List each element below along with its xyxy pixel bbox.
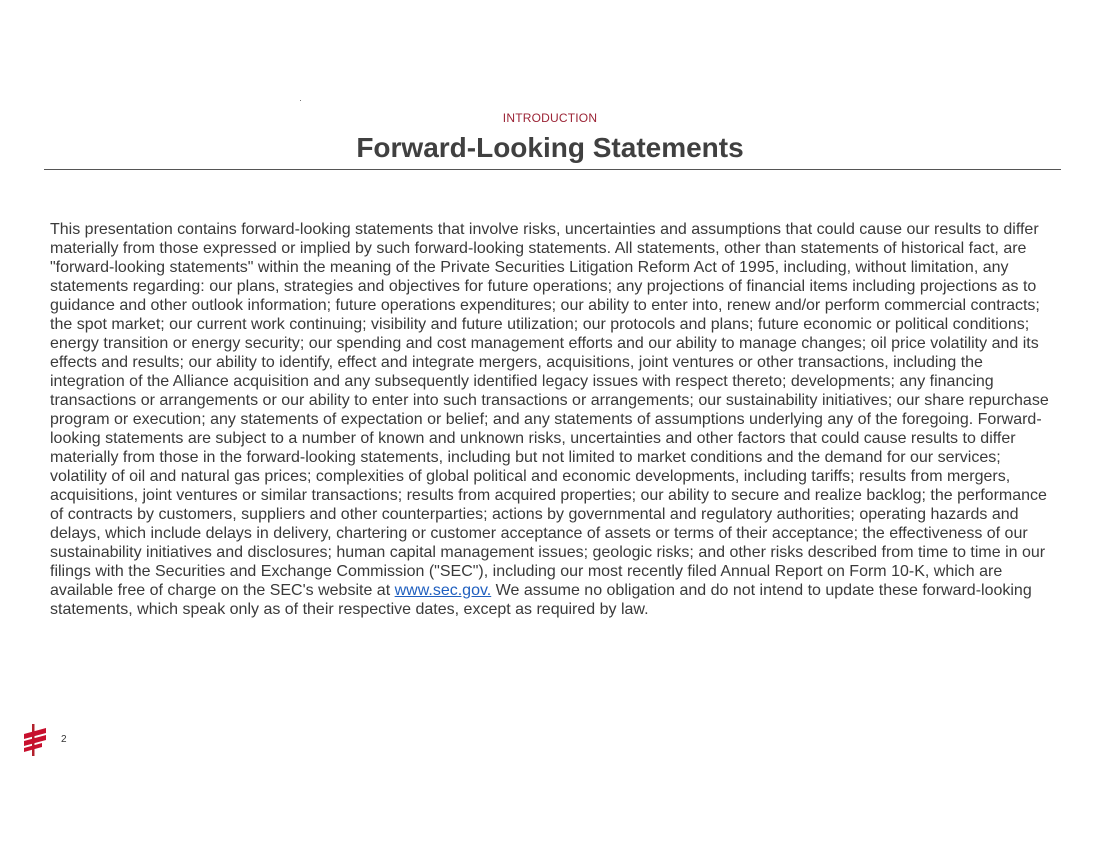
page-title: Forward-Looking Statements bbox=[356, 132, 744, 163]
title-divider bbox=[44, 169, 1061, 170]
sec-website-link[interactable]: www.sec.gov. bbox=[394, 582, 492, 599]
stray-dot bbox=[300, 100, 301, 101]
disclaimer-text-end: We assume no obligation and do not intend to update these forward-looking statements, which speak only as of their respective dates, except as required by law. bbox=[50, 582, 1032, 618]
page-number: 2 bbox=[61, 734, 67, 745]
company-logo-icon bbox=[20, 724, 50, 756]
section-kicker: INTRODUCTION bbox=[502, 111, 598, 125]
disclaimer-paragraph bbox=[50, 220, 1060, 619]
disclaimer-text-start: This presentation contains forward-looking statements that involve risks, uncertainties and assumptions that could cause our results to differ materially from those expressed or implied by such forward-looking statements. All statements, other than statements of historical fact, are "forward-looking statements" within the meaning of the Private Securities Litigation Reform Act of 1995, including, without limitation, any statements regarding: our plans, strategies and objectives for future operations; any projections of financial items including projections as to guidance and other outlook information; future operations expenditures; our ability to enter into, renew and/or perform commercial contracts; the spot market; our current work continuing; visibility and future utilization; our protocols and plans; future economic or political conditions; energy transition or energy security; our spending and cost management efforts and our ability to manage changes; oil price volatility and its effects and results; our ability to identify, effect and integrate mergers, acquisitions, joint ventures or other transactions, including the integration of the Alliance acquisition and any subsequently identified legacy issues with respect thereto; developments; any financing transactions or arrangements or our ability to enter into such transactions or arrangements; our sustainability initiatives; our share repurchase program or execution; any statements of expectation or belief; and any statements of assumptions underlying any of the foregoing. Forward-looking statements are subject to a number of known and unknown risks, uncertainties and other factors that could cause results to differ materially from those in the forward-looking statements, including but not limited to market conditions and the demand for our services; volatility of oil and natural gas prices; complexities of global political and economic developments, including tariffs; results from mergers, acquisitions, joint ventures or similar transactions; results from acquired properties; our ability to secure and realize backlog; the performance of contracts by customers, suppliers and other counterparties; actions by governmental and regulatory authorities; operating hazards and delays, which include delays in delivery, chartering or customer acceptance of assets or terms of their acceptance; the effectiveness of our sustainability initiatives and disclosures; human capital management issues; geologic risks; and other risks described from time to time in our filings with the Securities and Exchange Commission ("SEC"), including our most recently filed Annual Report on Form 10-K, which are available free of charge on the SEC's website at bbox=[50, 221, 1049, 599]
